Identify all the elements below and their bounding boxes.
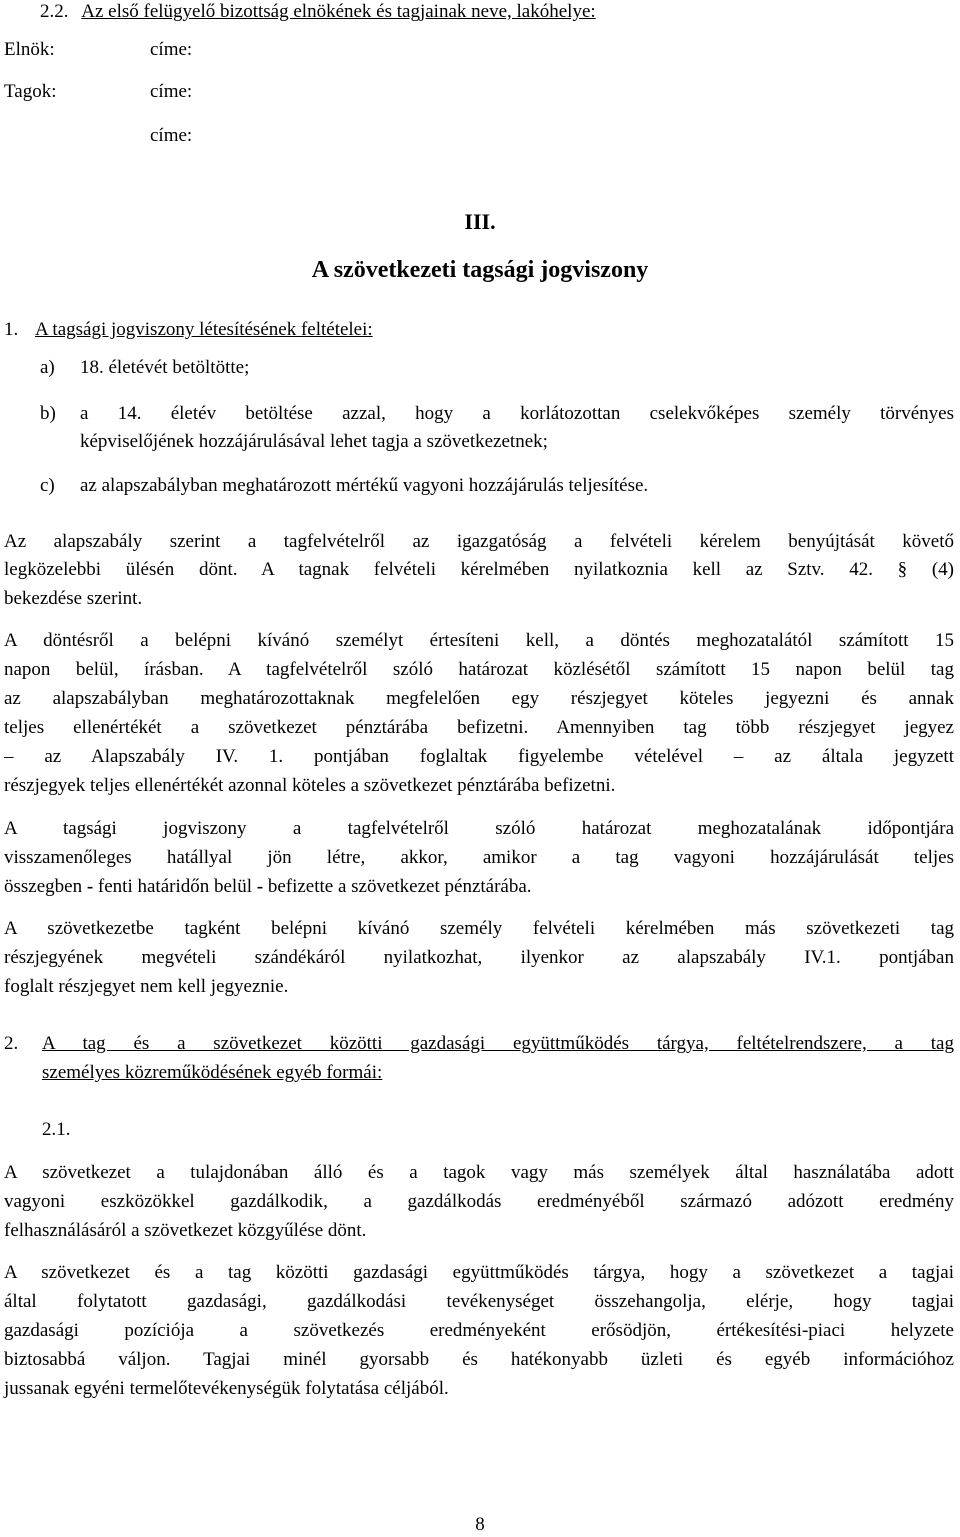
bold-dash: - [86, 876, 94, 897]
elnok-label: Elnök: [4, 39, 55, 60]
tagok-cime-2: címe: [150, 125, 193, 146]
section-2-1-number: 2.1. [42, 1119, 71, 1140]
paragraph-4-line-2: részjegyének megvételi szándékáról nyilatkozhat, ilyenkor az alapszabály IV.1. pontjában [4, 947, 954, 968]
paragraph-5-line-1: A szövetkezet a tulajdonában álló és a tagok vagy más személyek által használatába adott [4, 1162, 954, 1183]
item-c-text: az alapszabályban meghatározott mértékű vagyoni hozzájárulás teljesítése. [80, 475, 649, 496]
paragraph-2-line-3: az alapszabályban meghatározottaknak megfelelően egy részjegyet köteles jegyezni és annak [4, 688, 954, 709]
section-1-heading [4, 318, 373, 342]
elnok-cime: címe: [150, 39, 193, 60]
paragraph-3-line-3 [4, 875, 532, 899]
bold-dash: - [256, 876, 264, 897]
paragraph-1-line-2: legközelebbi ülésén dönt. A tagnak felvételi kérelmében nyilatkoznia kell az Sztv. 42. § (4) [4, 559, 954, 580]
page-number: 8 [475, 1514, 485, 1535]
paragraph-1-line-1: Az alapszabály szerint a tagfelvételről az igazgatóság a felvételi kérelem benyújtását követő [4, 531, 954, 552]
item-b-label: b) [40, 403, 56, 424]
item-b-line-1: a 14. életév betöltése azzal, hogy a korlátozottan cselekvőképes személy törvényes [80, 403, 954, 424]
item-a-text: 18. életévét betöltötte; [80, 357, 250, 378]
section-number: 1. [4, 319, 19, 340]
chapter-title: A szövetkezeti tagsági jogviszony [311, 257, 649, 283]
paragraph-4-line-3: foglalt részjegyet nem kell jegyeznie. [4, 976, 289, 997]
item-a-label: a) [40, 357, 55, 378]
chapter-number: III. [464, 209, 496, 234]
paragraph-3-line-1: A tagsági jogviszony a tagfelvételről szóló határozat meghozatalának időpontjára [4, 818, 954, 839]
text-segment: befizette a szövetkezet pénztárába. [263, 876, 532, 897]
item-b-line-2: képviselőjének hozzájárulásával lehet tagja a szövetkezetnek; [80, 431, 548, 452]
tagok-label: Tagok: [4, 81, 57, 102]
paragraph-2-line-5: – az Alapszabály IV. 1. pontjában foglaltak figyelembe vételével – az általa jegyzett [4, 746, 954, 767]
paragraph-5-line-2: vagyoni eszközökkel gazdálkodik, a gazdálkodás eredményéből származó adózott eredmény [4, 1191, 954, 1212]
paragraph-2-line-1: A döntésről a belépni kívánó személyt értesíteni kell, a döntés meghozatalától számított 15 [4, 630, 954, 651]
paragraph-2-line-2: napon belül, írásban. A tagfelvételről szóló határozat közlésétől számított 15 napon belül tag [4, 659, 954, 680]
paragraph-5-line-3: felhasználásáról a szövetkezet közgyűlése dönt. [4, 1220, 367, 1241]
paragraph-2-line-6: részjegyek teljes ellenértékét azonnal köteles a szövetkezet pénztárába befizetni. [4, 775, 616, 796]
text-segment: összegben [4, 876, 87, 897]
section-number: 2.2. [40, 1, 69, 22]
paragraph-2-line-4: teljes ellenértékét a szövetkezet pénztárába befizetni. Amennyiben tag több részjegyet jegyez [4, 717, 954, 738]
paragraph-4-line-1: A szövetkezetbe tagként belépni kívánó személy felvételi kérelmében más szövetkezeti tag [4, 918, 954, 939]
text-segment: fenti határidőn belül [93, 876, 257, 897]
item-c-label: c) [40, 475, 55, 496]
paragraph-3-line-2: visszamenőleges hatállyal jön létre, akkor, amikor a tag vagyoni hozzájárulását teljes [4, 847, 954, 868]
paragraph-6-line-2: által folytatott gazdasági, gazdálkodási tevékenységet összehangolja, elérje, hogy tagjai [4, 1291, 954, 1312]
paragraph-6-line-5: jussanak egyéni termelőtevékenységük folytatása céljából. [4, 1378, 449, 1399]
section-title: Az első felügyelő bizottság elnökének és tagjainak neve, lakóhelye: [81, 1, 596, 22]
section-2-2-heading [40, 0, 596, 24]
section-2-title-line-1: A tag és a szövetkezet közötti gazdasági együttműködés tárgya, feltételrendszere, a tag [42, 1033, 954, 1054]
paragraph-6-line-3: gazdasági pozíciója a szövetkezés eredményeként erősödjön, értékesítési-piaci helyzete [4, 1320, 954, 1341]
paragraph-1-line-3: bekezdése szerint. [4, 588, 143, 609]
section-title: A tagsági jogviszony létesítésének feltételei: [35, 319, 373, 340]
tagok-cime-1: címe: [150, 81, 193, 102]
section-2-title-line-2: személyes közreműködésének egyéb formái: [42, 1062, 383, 1083]
paragraph-6-line-1: A szövetkezet és a tag közötti gazdasági együttműködés tárgya, hogy a szövetkezet a tagjai [4, 1262, 954, 1283]
section-2-number: 2. [4, 1033, 19, 1054]
paragraph-6-line-4: biztosabbá váljon. Tagjai minél gyorsabb és hatékonyabb üzleti és egyéb információhoz [4, 1349, 954, 1370]
